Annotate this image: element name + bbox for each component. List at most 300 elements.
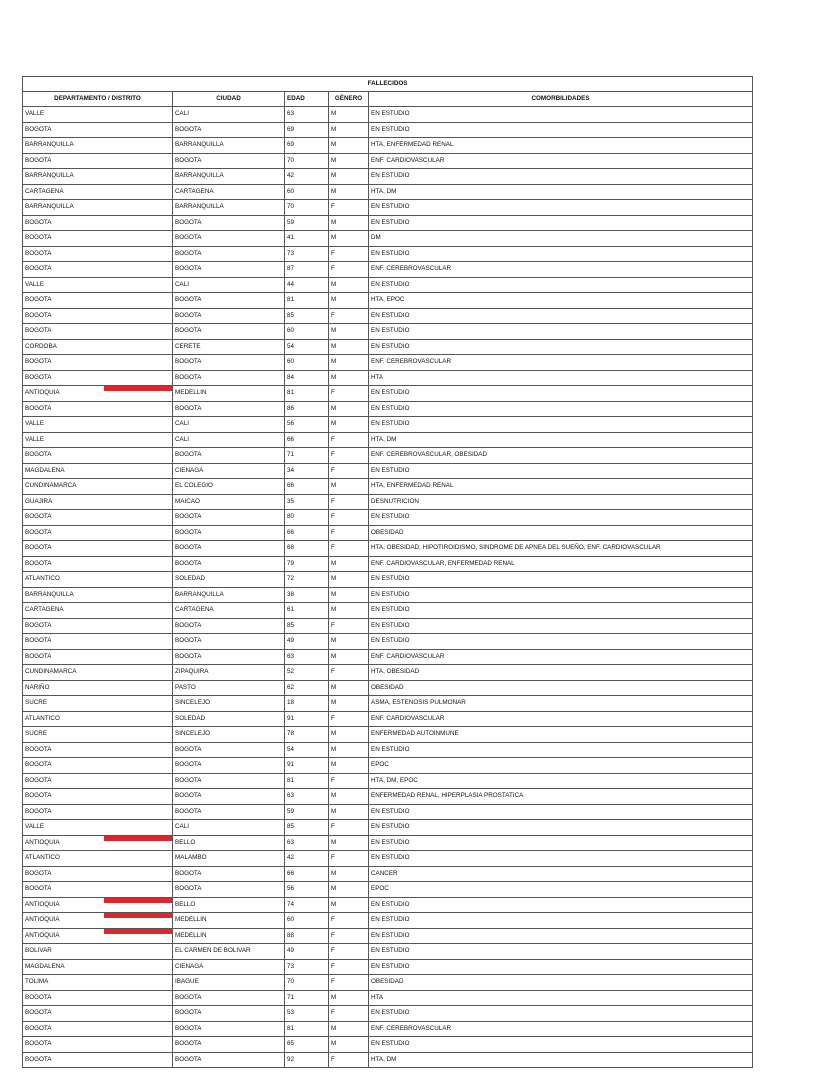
cell-genero-text: F — [331, 513, 335, 520]
table-row — [23, 835, 753, 851]
cell-comorbilidades-text: EN ESTUDIO — [371, 342, 410, 350]
cell-genero-text: M — [331, 559, 337, 567]
table-row — [23, 370, 753, 386]
cell-genero-text: F — [331, 1055, 335, 1063]
cell-ciudad — [173, 975, 285, 991]
table-row — [23, 525, 753, 541]
cell-ciudad — [173, 1021, 285, 1037]
cell-comorbilidades-text: OBESIDAD — [371, 528, 404, 536]
cell-comorbilidades-text: HTA — [371, 993, 384, 1001]
cell-ciudad — [173, 107, 285, 123]
cell-edad-text: 66 — [287, 435, 295, 443]
cell-comorbilidades — [369, 122, 753, 138]
cell-comorbilidades — [369, 649, 753, 665]
column-header-comorbilidades: COMORBILIDADES — [369, 92, 753, 107]
cell-ciudad-text: BOGOTA — [175, 1024, 202, 1032]
cell-comorbilidades-text: EN ESTUDIO — [371, 327, 410, 334]
cell-ciudad — [173, 649, 285, 665]
cell-edad — [285, 215, 329, 231]
cell-departamento — [23, 603, 173, 619]
cell-genero — [329, 758, 369, 774]
cell-departamento — [23, 479, 173, 495]
cell-ciudad-text: BOGOTA — [175, 885, 202, 892]
cell-comorbilidades-text: EN ESTUDIO — [371, 218, 410, 226]
table-row — [23, 696, 753, 712]
table-title: FALLECIDOS — [23, 77, 753, 92]
cell-ciudad-text: BOGOTA — [175, 1009, 202, 1016]
cell-comorbilidades — [369, 479, 753, 495]
cell-edad — [285, 448, 329, 464]
cell-ciudad — [173, 355, 285, 371]
cell-edad-text: 62 — [287, 683, 295, 691]
cell-genero — [329, 944, 369, 960]
cell-edad-text: 44 — [287, 280, 295, 288]
cell-comorbilidades — [369, 308, 753, 324]
cell-ciudad-text: MEDELLIN — [175, 916, 207, 923]
cell-departamento — [23, 293, 173, 309]
cell-edad — [285, 851, 329, 867]
cell-departamento — [23, 975, 173, 991]
cell-comorbilidades — [369, 324, 753, 340]
table-body — [23, 107, 753, 1068]
cell-genero-text: M — [331, 358, 337, 365]
cell-edad-text: 74 — [287, 900, 295, 908]
cell-genero-text: M — [331, 342, 337, 350]
cell-ciudad-text: BOGOTA — [175, 311, 202, 319]
cell-edad-text: 85 — [287, 311, 295, 319]
cell-genero-text: F — [331, 978, 335, 985]
cell-departamento — [23, 866, 173, 882]
cell-comorbilidades-text: ENF. CEREBROVASCULAR — [371, 358, 452, 365]
cell-edad — [285, 370, 329, 386]
cell-edad-text: 34 — [287, 466, 295, 474]
cell-comorbilidades-text: EN ESTUDIO — [371, 203, 410, 210]
table-row — [23, 928, 753, 944]
cell-departamento-text: CUNDINAMARCA — [25, 482, 77, 489]
cell-comorbilidades — [369, 727, 753, 743]
cell-genero — [329, 789, 369, 805]
cell-comorbilidades — [369, 262, 753, 278]
cell-comorbilidades — [369, 990, 753, 1006]
cell-comorbilidades-text: EN ESTUDIO — [371, 590, 410, 598]
cell-departamento-text: BOGOTA — [25, 776, 52, 784]
cell-edad — [285, 742, 329, 758]
cell-comorbilidades-text: ENF. CEREBROVASCULAR — [371, 1024, 452, 1032]
cell-edad — [285, 820, 329, 836]
cell-ciudad — [173, 215, 285, 231]
table-row — [23, 665, 753, 681]
cell-departamento-text: BOGOTA — [25, 1024, 52, 1032]
cell-genero-text: M — [331, 327, 337, 334]
cell-departamento-text: BOGOTA — [25, 451, 52, 458]
cell-comorbilidades-text: HTA, EPOC — [371, 296, 405, 303]
cell-genero — [329, 417, 369, 433]
cell-genero-text: F — [331, 265, 335, 272]
cell-genero — [329, 510, 369, 526]
table-row — [23, 649, 753, 665]
cell-comorbilidades — [369, 386, 753, 402]
table-row — [23, 975, 753, 991]
cell-ciudad — [173, 944, 285, 960]
cell-genero — [329, 851, 369, 867]
cell-comorbilidades-text: EN ESTUDIO — [371, 125, 410, 133]
cell-genero-text: M — [331, 218, 337, 226]
cell-departamento — [23, 665, 173, 681]
cell-edad — [285, 417, 329, 433]
cell-edad — [285, 773, 329, 789]
cell-ciudad — [173, 153, 285, 169]
cell-ciudad-text: BOGOTA — [175, 761, 202, 768]
table-row — [23, 882, 753, 898]
cell-genero-text: M — [331, 652, 337, 660]
cell-ciudad — [173, 138, 285, 154]
cell-departamento — [23, 959, 173, 975]
cell-departamento — [23, 1021, 173, 1037]
cell-edad-text: 18 — [287, 699, 295, 706]
cell-ciudad — [173, 696, 285, 712]
cell-comorbilidades-text: HTA, DM — [371, 187, 397, 195]
cell-comorbilidades — [369, 820, 753, 836]
cell-edad — [285, 153, 329, 169]
cell-comorbilidades-text: EN ESTUDIO — [371, 854, 410, 861]
cell-ciudad — [173, 510, 285, 526]
cell-genero-text: M — [331, 482, 337, 489]
cell-comorbilidades-text: ENF. CARDIOVASCULAR — [371, 714, 445, 722]
cell-genero-text: M — [331, 683, 337, 691]
cell-edad — [285, 510, 329, 526]
cell-ciudad — [173, 820, 285, 836]
cell-edad-text: 70 — [287, 203, 295, 210]
cell-genero-text: M — [331, 187, 337, 195]
table-row — [23, 727, 753, 743]
cell-genero — [329, 246, 369, 262]
cell-ciudad-text: BELLO — [175, 838, 196, 846]
cell-departamento — [23, 246, 173, 262]
cell-departamento — [23, 820, 173, 836]
cell-comorbilidades — [369, 293, 753, 309]
cell-comorbilidades-text: DM — [371, 234, 381, 241]
cell-edad-text: 56 — [287, 885, 295, 892]
cell-ciudad — [173, 711, 285, 727]
cell-edad — [285, 804, 329, 820]
cell-ciudad-text: ZIPAQUIRA — [175, 668, 209, 675]
cell-ciudad — [173, 572, 285, 588]
cell-ciudad — [173, 231, 285, 247]
cell-edad-text: 56 — [287, 420, 295, 427]
cell-departamento — [23, 200, 173, 216]
cell-departamento-text: ANTIOQUIA — [25, 931, 60, 939]
cell-departamento-text: BOGOTA — [25, 358, 52, 365]
cell-edad-text: 59 — [287, 218, 295, 226]
cell-edad-text: 42 — [287, 854, 295, 861]
cell-edad-text: 54 — [287, 745, 295, 753]
cell-edad — [285, 401, 329, 417]
redaction-bar — [104, 913, 173, 919]
table-row — [23, 339, 753, 355]
table-row — [23, 556, 753, 572]
cell-edad — [285, 634, 329, 650]
cell-genero-text: M — [331, 156, 337, 164]
cell-ciudad-text: BOGOTA — [175, 993, 202, 1001]
cell-edad-text: 81 — [287, 1024, 295, 1032]
cell-edad-text: 63 — [287, 792, 295, 799]
cell-edad — [285, 680, 329, 696]
cell-edad-text: 60 — [287, 916, 295, 923]
cell-comorbilidades — [369, 107, 753, 123]
cell-edad-text: 72 — [287, 575, 295, 582]
cell-comorbilidades-text: ENF. CEREBROVASCULAR — [371, 265, 452, 272]
cell-genero-text: M — [331, 1040, 337, 1047]
cell-ciudad-text: BOGOTA — [175, 637, 202, 644]
cell-genero — [329, 649, 369, 665]
cell-edad-text: 81 — [287, 776, 295, 784]
cell-departamento — [23, 417, 173, 433]
redaction-bar — [104, 928, 173, 934]
cell-ciudad — [173, 463, 285, 479]
cell-comorbilidades — [369, 742, 753, 758]
cell-edad-text: 60 — [287, 327, 295, 334]
table-row — [23, 851, 753, 867]
cell-genero — [329, 866, 369, 882]
cell-ciudad-text: BOGOTA — [175, 358, 202, 365]
cell-ciudad — [173, 913, 285, 929]
cell-departamento-text: CORDOBA — [25, 342, 57, 350]
cell-departamento-text: BARRANQUILLA — [25, 203, 74, 210]
cell-departamento-text: BOGOTA — [25, 265, 52, 272]
cell-ciudad — [173, 479, 285, 495]
cell-genero-text: M — [331, 792, 337, 799]
cell-comorbilidades-text: EN ESTUDIO — [371, 575, 410, 582]
table-row — [23, 773, 753, 789]
cell-ciudad — [173, 773, 285, 789]
cell-ciudad — [173, 882, 285, 898]
cell-departamento-text: BOGOTA — [25, 807, 52, 815]
cell-comorbilidades-text: OBESIDAD — [371, 683, 404, 691]
cell-ciudad-text: MEDELLIN — [175, 389, 207, 396]
cell-edad — [285, 789, 329, 805]
column-header-departamento: DEPARTAMENTO / DISTRITO — [23, 92, 173, 107]
cell-edad-text: 66 — [287, 869, 295, 877]
cell-edad — [285, 339, 329, 355]
cell-departamento — [23, 882, 173, 898]
cell-departamento — [23, 355, 173, 371]
cell-departamento — [23, 944, 173, 960]
cell-edad-text: 59 — [287, 807, 295, 815]
cell-ciudad-text: BOGOTA — [175, 559, 202, 567]
cell-edad-text: 91 — [287, 714, 295, 722]
cell-ciudad-text: BARRANQUILLA — [175, 590, 224, 598]
cell-ciudad — [173, 1037, 285, 1053]
table-row — [23, 990, 753, 1006]
cell-departamento-text: VALLE — [25, 420, 45, 427]
cell-edad — [285, 649, 329, 665]
cell-departamento — [23, 401, 173, 417]
cell-genero-text: F — [331, 714, 335, 722]
cell-genero — [329, 401, 369, 417]
cell-ciudad-text: SINCELEJO — [175, 699, 210, 706]
cell-ciudad-text: CIENAGA — [175, 466, 204, 474]
cell-departamento — [23, 680, 173, 696]
table-row — [23, 1052, 753, 1068]
table-row — [23, 215, 753, 231]
cell-genero-text: F — [331, 776, 335, 784]
column-header-ciudad: CIUDAD — [173, 92, 285, 107]
cell-genero — [329, 913, 369, 929]
cell-genero-text: M — [331, 807, 337, 815]
table-row — [23, 401, 753, 417]
cell-ciudad-text: BOGOTA — [175, 792, 202, 799]
cell-genero-text: F — [331, 249, 335, 257]
cell-comorbilidades-text: HTA, OBESIDAD — [371, 668, 420, 675]
redaction-bar — [104, 835, 173, 841]
cell-genero — [329, 184, 369, 200]
table-row — [23, 634, 753, 650]
cell-departamento-text: BOGOTA — [25, 373, 52, 381]
cell-genero-text: M — [331, 885, 337, 892]
cell-ciudad-text: CALI — [175, 110, 189, 117]
cell-edad — [285, 262, 329, 278]
table-row — [23, 277, 753, 293]
cell-edad-text: 68 — [287, 544, 295, 551]
cell-genero-text: F — [331, 931, 335, 939]
cell-genero — [329, 603, 369, 619]
cell-comorbilidades-text: EN ESTUDIO — [371, 947, 410, 954]
cell-comorbilidades — [369, 928, 753, 944]
cell-departamento — [23, 634, 173, 650]
cell-ciudad — [173, 804, 285, 820]
cell-comorbilidades-text: EN ESTUDIO — [371, 1040, 410, 1047]
cell-edad-text: 49 — [287, 637, 295, 644]
cell-edad-text: 63 — [287, 652, 295, 660]
cell-ciudad-text: EL COLEGIO — [175, 482, 213, 489]
cell-departamento-text: BOGOTA — [25, 745, 52, 753]
cell-comorbilidades-text: EN ESTUDIO — [371, 621, 410, 629]
cell-edad — [285, 618, 329, 634]
table-row — [23, 1021, 753, 1037]
cell-genero — [329, 448, 369, 464]
cell-departamento-text: BARRANQUILLA — [25, 172, 74, 179]
cell-edad — [285, 1021, 329, 1037]
cell-comorbilidades — [369, 680, 753, 696]
cell-genero-text: M — [331, 993, 337, 1001]
cell-ciudad-text: BOGOTA — [175, 776, 202, 784]
cell-departamento — [23, 711, 173, 727]
cell-genero — [329, 262, 369, 278]
cell-edad-text: 65 — [287, 1040, 295, 1047]
cell-comorbilidades — [369, 138, 753, 154]
table-row — [23, 618, 753, 634]
cell-ciudad — [173, 184, 285, 200]
cell-ciudad-text: CALI — [175, 280, 189, 288]
cell-genero — [329, 835, 369, 851]
cell-comorbilidades — [369, 246, 753, 262]
cell-genero-text: F — [331, 823, 335, 830]
cell-comorbilidades-text: EN ESTUDIO — [371, 311, 410, 319]
cell-edad-text: 42 — [287, 172, 295, 179]
cell-genero — [329, 541, 369, 557]
cell-departamento-text: BOGOTA — [25, 1040, 52, 1047]
cell-edad — [285, 293, 329, 309]
cell-departamento-text: GUAJIRA — [25, 497, 53, 505]
cell-departamento — [23, 153, 173, 169]
cell-departamento — [23, 773, 173, 789]
cell-departamento — [23, 587, 173, 603]
cell-departamento-text: BOGOTA — [25, 125, 52, 133]
cell-genero-text: M — [331, 420, 337, 427]
cell-comorbilidades-text: ENF. CARDIOVASCULAR, ENFERMEDAD RENAL — [371, 559, 515, 567]
cell-genero-text: F — [331, 497, 335, 505]
cell-ciudad-text: EL CARMEN DE BOLIVAR — [175, 947, 251, 954]
cell-comorbilidades — [369, 1021, 753, 1037]
table-row — [23, 758, 753, 774]
cell-genero — [329, 153, 369, 169]
cell-comorbilidades — [369, 1037, 753, 1053]
cell-genero — [329, 324, 369, 340]
cell-genero-text: F — [331, 435, 335, 443]
table-row — [23, 262, 753, 278]
cell-genero — [329, 618, 369, 634]
cell-edad — [285, 184, 329, 200]
cell-genero — [329, 463, 369, 479]
cell-ciudad-text: BOGOTA — [175, 373, 202, 381]
table-row — [23, 293, 753, 309]
cell-edad-text: 81 — [287, 389, 295, 396]
cell-departamento — [23, 1052, 173, 1068]
cell-genero — [329, 773, 369, 789]
cell-edad-text: 88 — [287, 931, 295, 939]
cell-ciudad-text: CERETE — [175, 342, 201, 350]
cell-genero-text: F — [331, 528, 335, 536]
cell-edad — [285, 587, 329, 603]
cell-departamento-text: BOGOTA — [25, 559, 52, 567]
cell-comorbilidades-text: HTA, OBESIDAD, HIPOTIROIDISMO, SINDROME DE APNEA DEL SUEÑO, ENF. CARDIOVASCULAR — [371, 544, 661, 551]
cell-departamento — [23, 324, 173, 340]
cell-departamento-text: BARRANQUILLA — [25, 141, 74, 148]
cell-genero — [329, 820, 369, 836]
cell-departamento-text: BOGOTA — [25, 327, 52, 334]
cell-comorbilidades-text: EN ESTUDIO — [371, 916, 410, 923]
cell-genero — [329, 587, 369, 603]
cell-edad — [285, 246, 329, 262]
cell-edad — [285, 107, 329, 123]
table-row — [23, 479, 753, 495]
table-header-row — [23, 92, 753, 107]
cell-ciudad — [173, 386, 285, 402]
cell-genero — [329, 665, 369, 681]
cell-ciudad-text: BOGOTA — [175, 218, 202, 226]
cell-ciudad-text: BOGOTA — [175, 327, 202, 334]
cell-comorbilidades — [369, 370, 753, 386]
cell-edad — [285, 928, 329, 944]
cell-genero — [329, 215, 369, 231]
cell-departamento-text: BOGOTA — [25, 234, 52, 241]
cell-departamento — [23, 742, 173, 758]
cell-comorbilidades — [369, 401, 753, 417]
cell-departamento-text: SUCRE — [25, 730, 48, 737]
cell-edad — [285, 556, 329, 572]
cell-edad — [285, 1037, 329, 1053]
cell-departamento — [23, 370, 173, 386]
column-header-genero: GÉNERO — [329, 92, 369, 107]
table-row — [23, 448, 753, 464]
cell-comorbilidades — [369, 711, 753, 727]
cell-ciudad — [173, 324, 285, 340]
cell-genero-text: F — [331, 1009, 335, 1016]
cell-comorbilidades — [369, 603, 753, 619]
table-row — [23, 913, 753, 929]
cell-ciudad — [173, 417, 285, 433]
cell-edad — [285, 479, 329, 495]
